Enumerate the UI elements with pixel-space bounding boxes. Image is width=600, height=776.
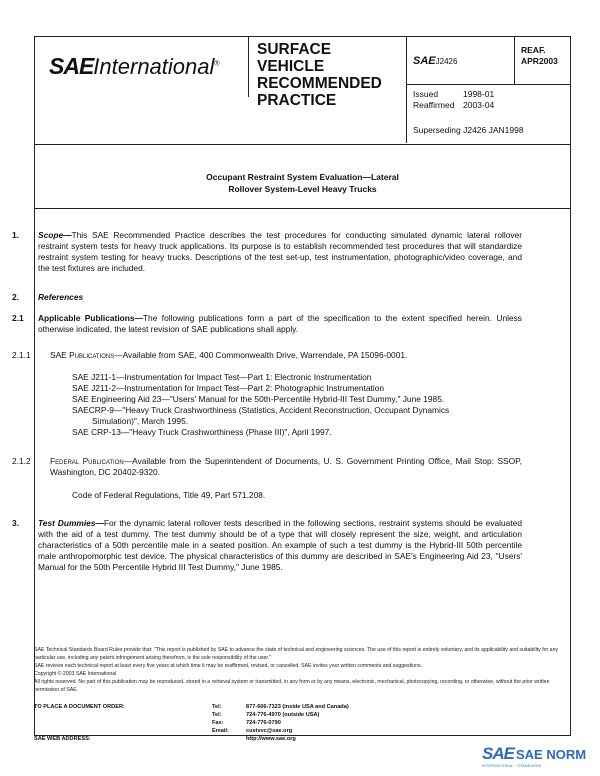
section-heading: Applicable Publications— xyxy=(38,313,143,323)
watermark-sub: INTERNATIONAL · STANDARDS xyxy=(482,764,542,768)
logo-sae: SAE xyxy=(49,53,94,79)
title-line-1: SURFACE xyxy=(257,41,332,58)
section-text xyxy=(38,313,522,335)
title-line-3: RECOMMENDED xyxy=(257,75,382,92)
logo-international: International xyxy=(93,54,215,79)
contact-label: Tel: xyxy=(212,712,222,718)
section-text xyxy=(50,456,522,478)
section-heading: Scope— xyxy=(38,230,72,240)
sae-reference-list xyxy=(72,372,522,438)
footer-copyright: Copyright © 2003 SAE International xyxy=(34,671,117,677)
reaffirmed-label: Reaffirmed xyxy=(413,100,455,110)
section-body: The following publications form a part of the specification to the extent specified herein. Unless otherwise indicated, the latest revision of SAE publications shall apply. xyxy=(38,313,522,334)
order-label: TO PLACE A DOCUMENT ORDER: xyxy=(34,704,125,710)
reference-item-continued: Simulation)", March 1995. xyxy=(92,416,189,426)
title-line-2: VEHICLE xyxy=(257,58,325,75)
section-body: Available from SAE, 400 Commonwealth Drive, Warrendale, PA 15096-0001. xyxy=(122,350,408,360)
logo-cell xyxy=(35,37,249,97)
sae-international-logo xyxy=(49,53,220,80)
watermark-name: SAE NORM xyxy=(516,747,587,762)
reaf-line-2: APR2003 xyxy=(521,56,558,66)
section-body: This SAE Recommended Practice describes the test procedures for conducting simulated dynamic lateral rollover restraint system tests for heavy truck applications. Its purpose is to establish recommended test procedures that will standardize restraint system testing for heavy trucks. Descriptions of the test set-up, test instrumentation, photographic/video coverage, and the test fixtures are included. xyxy=(38,230,522,273)
document-type xyxy=(249,37,407,143)
section-text xyxy=(50,350,522,361)
reference-item: SAECRP-9—"Heavy Truck Crashworthiness (Statistics, Accident Reconstruction, Occupant Dynamics xyxy=(72,405,450,415)
watermark-mark: SAE xyxy=(482,744,514,763)
issued-label: Issued xyxy=(413,89,439,99)
section-heading: Test Dummies— xyxy=(38,518,104,528)
web-label: SAE WEB ADDRESS: xyxy=(34,736,91,742)
section-number: 2.1.2 xyxy=(12,456,31,466)
doc-prefix: SAE xyxy=(413,55,436,67)
subject-line-1: Occupant Restraint System Evaluation—Lateral xyxy=(206,172,399,182)
web-address-link[interactable]: http://www.sae.org xyxy=(246,736,296,742)
section-text xyxy=(38,518,522,573)
section-number: 2.1 xyxy=(12,313,24,323)
email-link[interactable]: custsvc@sae.org xyxy=(246,728,293,734)
federal-reference: Code of Federal Regulations, Title 49, Part 571.208. xyxy=(72,490,266,500)
section-number: 2. xyxy=(12,292,19,302)
reference-item: SAE CRP-13—"Heavy Truck Crashworthiness (Phase III)", April 1997. xyxy=(72,427,332,437)
fax-number: 724-776-0790 xyxy=(246,720,281,726)
subject-line-2: Rollover System-Level Heavy Trucks xyxy=(228,184,377,194)
reference-item: SAE J211-1—Instrumentation for Impact Test—Part 1: Electronic Instrumentation xyxy=(72,372,372,382)
reaf-line-1: REAF. xyxy=(521,45,546,55)
footer-rights: All rights reserved. No part of this publication may be reproduced, stored in a retrieval system or transmitted, in any form or by any means, electronic, mechanical, photocopying, recording, or otherwise, without the prior written permission of SAE. xyxy=(34,679,550,693)
section-number: 1. xyxy=(12,230,19,240)
contact-label: Fax: xyxy=(212,720,224,726)
footer-policy: SAE Technical Standards Board Rules provide that: "This report is published by SAE to advance the state of technical and engineering sciences. The use of this report is entirely voluntary, and its applicability and suitability for any particular use, including any patent infringement arising therefrom, is the sole responsibility of the user." xyxy=(34,647,559,661)
document-subject xyxy=(35,145,570,209)
section-text xyxy=(38,292,522,303)
reference-item: SAE J211-2—Instrumentation for Impact Test—Part 2: Photographic Instrumentation xyxy=(72,383,385,393)
phone-inside-usa: 877-606-7323 (inside USA and Canada) xyxy=(246,704,349,710)
section-heading: Federal Publication— xyxy=(50,456,133,466)
reaffirmed-badge xyxy=(515,37,570,85)
logo-tm: ® xyxy=(214,60,220,68)
footer-review: SAE reviews each technical report at least every five years at which time it may be reaffirmed, revised, or cancelled. SAE invites your written comments and suggestions. xyxy=(34,663,422,669)
superseding-note: Superseding J2426 JAN1998 xyxy=(413,125,524,135)
document-footer xyxy=(34,646,571,694)
reference-item: SAE Engineering Aid 23—"Users' Manual for the 50th-Percentile Hybrid-III Test Dummy," June 1985. xyxy=(72,394,445,404)
document-dates xyxy=(413,89,494,111)
sae-norm-watermark xyxy=(482,744,592,768)
document-number xyxy=(407,37,515,85)
doc-number: J2426 xyxy=(435,57,458,66)
document-header xyxy=(35,37,570,145)
title-line-4: PRACTICE xyxy=(257,92,337,109)
reaffirmed-date: 2003-04 xyxy=(463,100,495,110)
section-body: For the dynamic lateral rollover tests described in the following sections, restraint systems should be evaluated with the aid of a test dummy. The test dummy should be of a type that will closely represent the size, weight, and articulation characteristics of a 50th percentile male in a seated position. An example of such a test dummy is the Hybrid-III 50th percentile male anthropomorphic test device. The physical characteristics of this dummy are described in SAE's Engineering Aid 23, "Users' Manual for the 50th Percentile Hybrid III Test Dummy," June 1985. xyxy=(38,518,522,572)
section-text xyxy=(38,230,522,274)
section-heading: References xyxy=(38,292,84,302)
phone-outside-usa: 724-776-4970 (outside USA) xyxy=(246,712,320,718)
section-heading: SAE Publications— xyxy=(50,350,123,360)
section-number: 3. xyxy=(12,518,19,528)
section-number: 2.1.1 xyxy=(12,350,31,360)
contact-label: Email: xyxy=(212,728,229,734)
issued-date: 1998-01 xyxy=(463,89,495,99)
document-info xyxy=(407,37,570,143)
section-body: Available from the Superintendent of Documents, U. S. Government Printing Office, Mail Stop: SSOP, Washington, DC 20402-9320. xyxy=(50,456,522,477)
contact-label: Tel: xyxy=(212,704,222,710)
